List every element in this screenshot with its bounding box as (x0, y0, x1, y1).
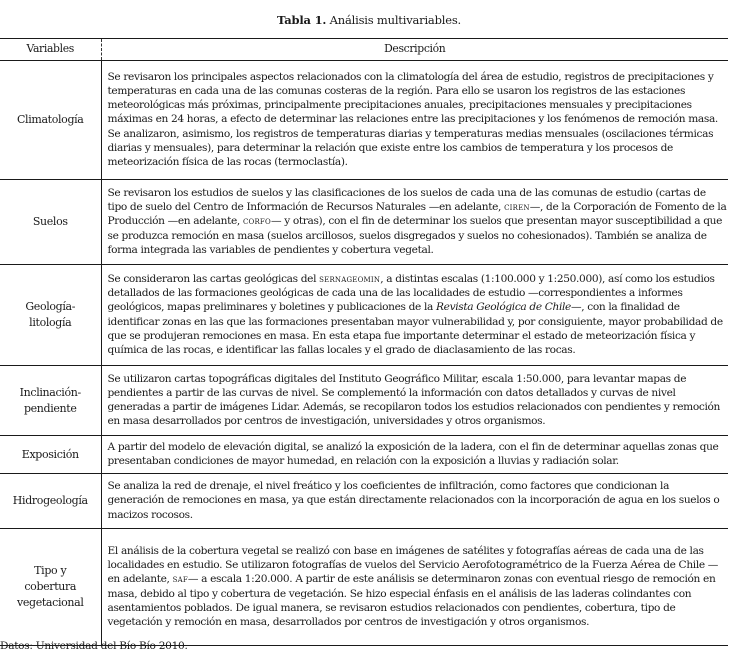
journal-title: Revista Geológica de Chile (436, 301, 571, 314)
description-cell: A partir del modelo de elevación digital, se analizó la exposición de la ladera, con el fin de determinar aquellas zonas que presentaban condiciones de mayor humedad, en relación con la exposición a lluvias y radiación solar. (101, 436, 728, 474)
caption-label: Tabla 1. (277, 13, 327, 27)
variable-cell: Hidrogeología (0, 474, 101, 529)
description-cell: Se analiza la red de drenaje, el nivel freático y los coeficientes de infiltración, como factores que condicionan la generación de remociones en masa, ya que están directamente relacionados con la incorporación de agua en los suelos o macizos rocosos. (101, 474, 728, 529)
acronym: corfo (242, 215, 271, 228)
data-source-note: Datos: Universidad del Bío Bío 2010. (0, 640, 188, 652)
description-cell: Se utilizaron cartas topográficas digitales del Instituto Geográfico Militar, escala 1:50.000, para levantar mapas de pendientes a partir de las curvas de nivel. Se complementó la información con datos detallados y curvas de nivel generadas a partir de imágenes Lidar. Además, se recopilaron todos los estudios relacionados con pendientes y remoción en masa desarrollados por centros de investigación, universidades y otros organismos. (101, 366, 728, 436)
text-fragment: Se consideraron las cartas geológicas del (107, 272, 320, 285)
acronym: saf (172, 573, 188, 586)
variable-cell: Climatología (0, 61, 101, 180)
variable-line: vegetacional (16, 596, 84, 609)
variable-line: litología (29, 316, 72, 329)
table-row (0, 474, 728, 529)
header-variables: Variables (0, 39, 101, 61)
multivariable-table (0, 38, 728, 646)
text-fragment: —, de la Corporación de Fomento de la Producción —en adelante, (107, 201, 727, 228)
description-cell (101, 180, 728, 265)
variable-line: pendiente (23, 401, 77, 415)
variable-cell (0, 265, 101, 366)
caption-title: Análisis multivariables. (326, 13, 461, 27)
table-row (0, 180, 728, 265)
table-row (0, 61, 728, 180)
variable-line: Tipo y (34, 564, 67, 577)
variable-line: Inclinación- (19, 385, 81, 399)
variable-cell (0, 366, 101, 436)
table-row (0, 265, 728, 366)
variable-line: cobertura (24, 580, 77, 593)
acronym: sernageomin (319, 272, 381, 285)
table-caption (0, 13, 738, 27)
acronym: ciren (504, 201, 530, 214)
text-fragment: —, con la finalidad de identificar zonas en las que las formaciones presentaban mayor vulnerabilidad y, por consiguiente, mayor probabilidad de que se produjeran remociones en masa. En esta etapa fue importante determinar el estado de meteorización física y química de las rocas, e identificar las fallas locales y el grado de diaclasamiento de las rocas. (107, 301, 723, 356)
variable-line: Geología- (25, 300, 76, 313)
description-cell (101, 529, 728, 646)
text-fragment: Se revisaron los estudios de suelos y las clasificaciones de los suelos de cada una de las comunas de estudio (cartas de tipo de suelo del Centro de Información de Recursos Naturales —en adelante, (107, 186, 706, 214)
variable-cell: Suelos (0, 180, 101, 265)
variable-cell: Exposición (0, 436, 101, 474)
table-row (0, 436, 728, 474)
text-fragment: El análisis de la cobertura vegetal se realizó con base en imágenes de satélites y fotografías aéreas de cada una de las localidades en estudio. Se utilizaron fotografías de vuelos del Servicio Aerofotogramétrico de la Fuerza Aérea de Chile —en adelante, (107, 544, 719, 586)
text-fragment: , a distintas escalas (1:100.000 y 1:250.000), así como los estudios detallados de las formaciones geológicas de cada una de las localidades de estudio —correspondientes a informes geológicos, mapas preliminares y boletines y publicaciones de la (107, 272, 715, 314)
table-header-row (0, 39, 728, 61)
text-fragment: — y otras), con el fin de determinar los suelos que presentan mayor susceptibilidad a que se produzca remoción en masa (suelos arcillosos, suelos disgregados y suelos no cohesionados). También se analiza de forma integrada las variables de pendientes y cobertura vegetal. (107, 215, 723, 256)
variable-cell (0, 529, 101, 646)
header-descripcion: Descripción (101, 39, 728, 61)
description-cell (101, 265, 728, 366)
table-row (0, 529, 728, 646)
description-cell: Se revisaron los principales aspectos relacionados con la climatología del área de estudio, registros de precipitaciones y temperaturas en cada una de las comunas costeras de la región. Para ello se usaron los registros de las estaciones meteorológicas más próximas, principalmente precipitaciones anuales, precipitaciones mensuales y precipitaciones máximas en 24 horas, a efecto de determinar las relaciones entre las precipitaciones y los fenómenos de remoción masa. Se analizaron, asimismo, los registros de temperaturas diarias y temperaturas medias mensuales (oscilaciones térmicas diarias y mensuales), para determinar la relación que existe entre los cambios de temperatura y los procesos de meteorización física de las rocas (termoclastía). (101, 61, 728, 180)
text-fragment: — a escala 1:20.000. A partir de este análisis se determinaron zonas con eventual riesgo de remoción en masa, debido al tipo y cobertura de vegetación. Se hizo especial énfasis en el análisis de las laderas colindantes con asentamientos poblados. De igual manera, se revisaron estudios relacionados con pendientes, cobertura, tipo de vegetación y remoción en masa, desarrollados por centros de investigación y otros organismos. (107, 573, 716, 628)
table-row (0, 366, 728, 436)
